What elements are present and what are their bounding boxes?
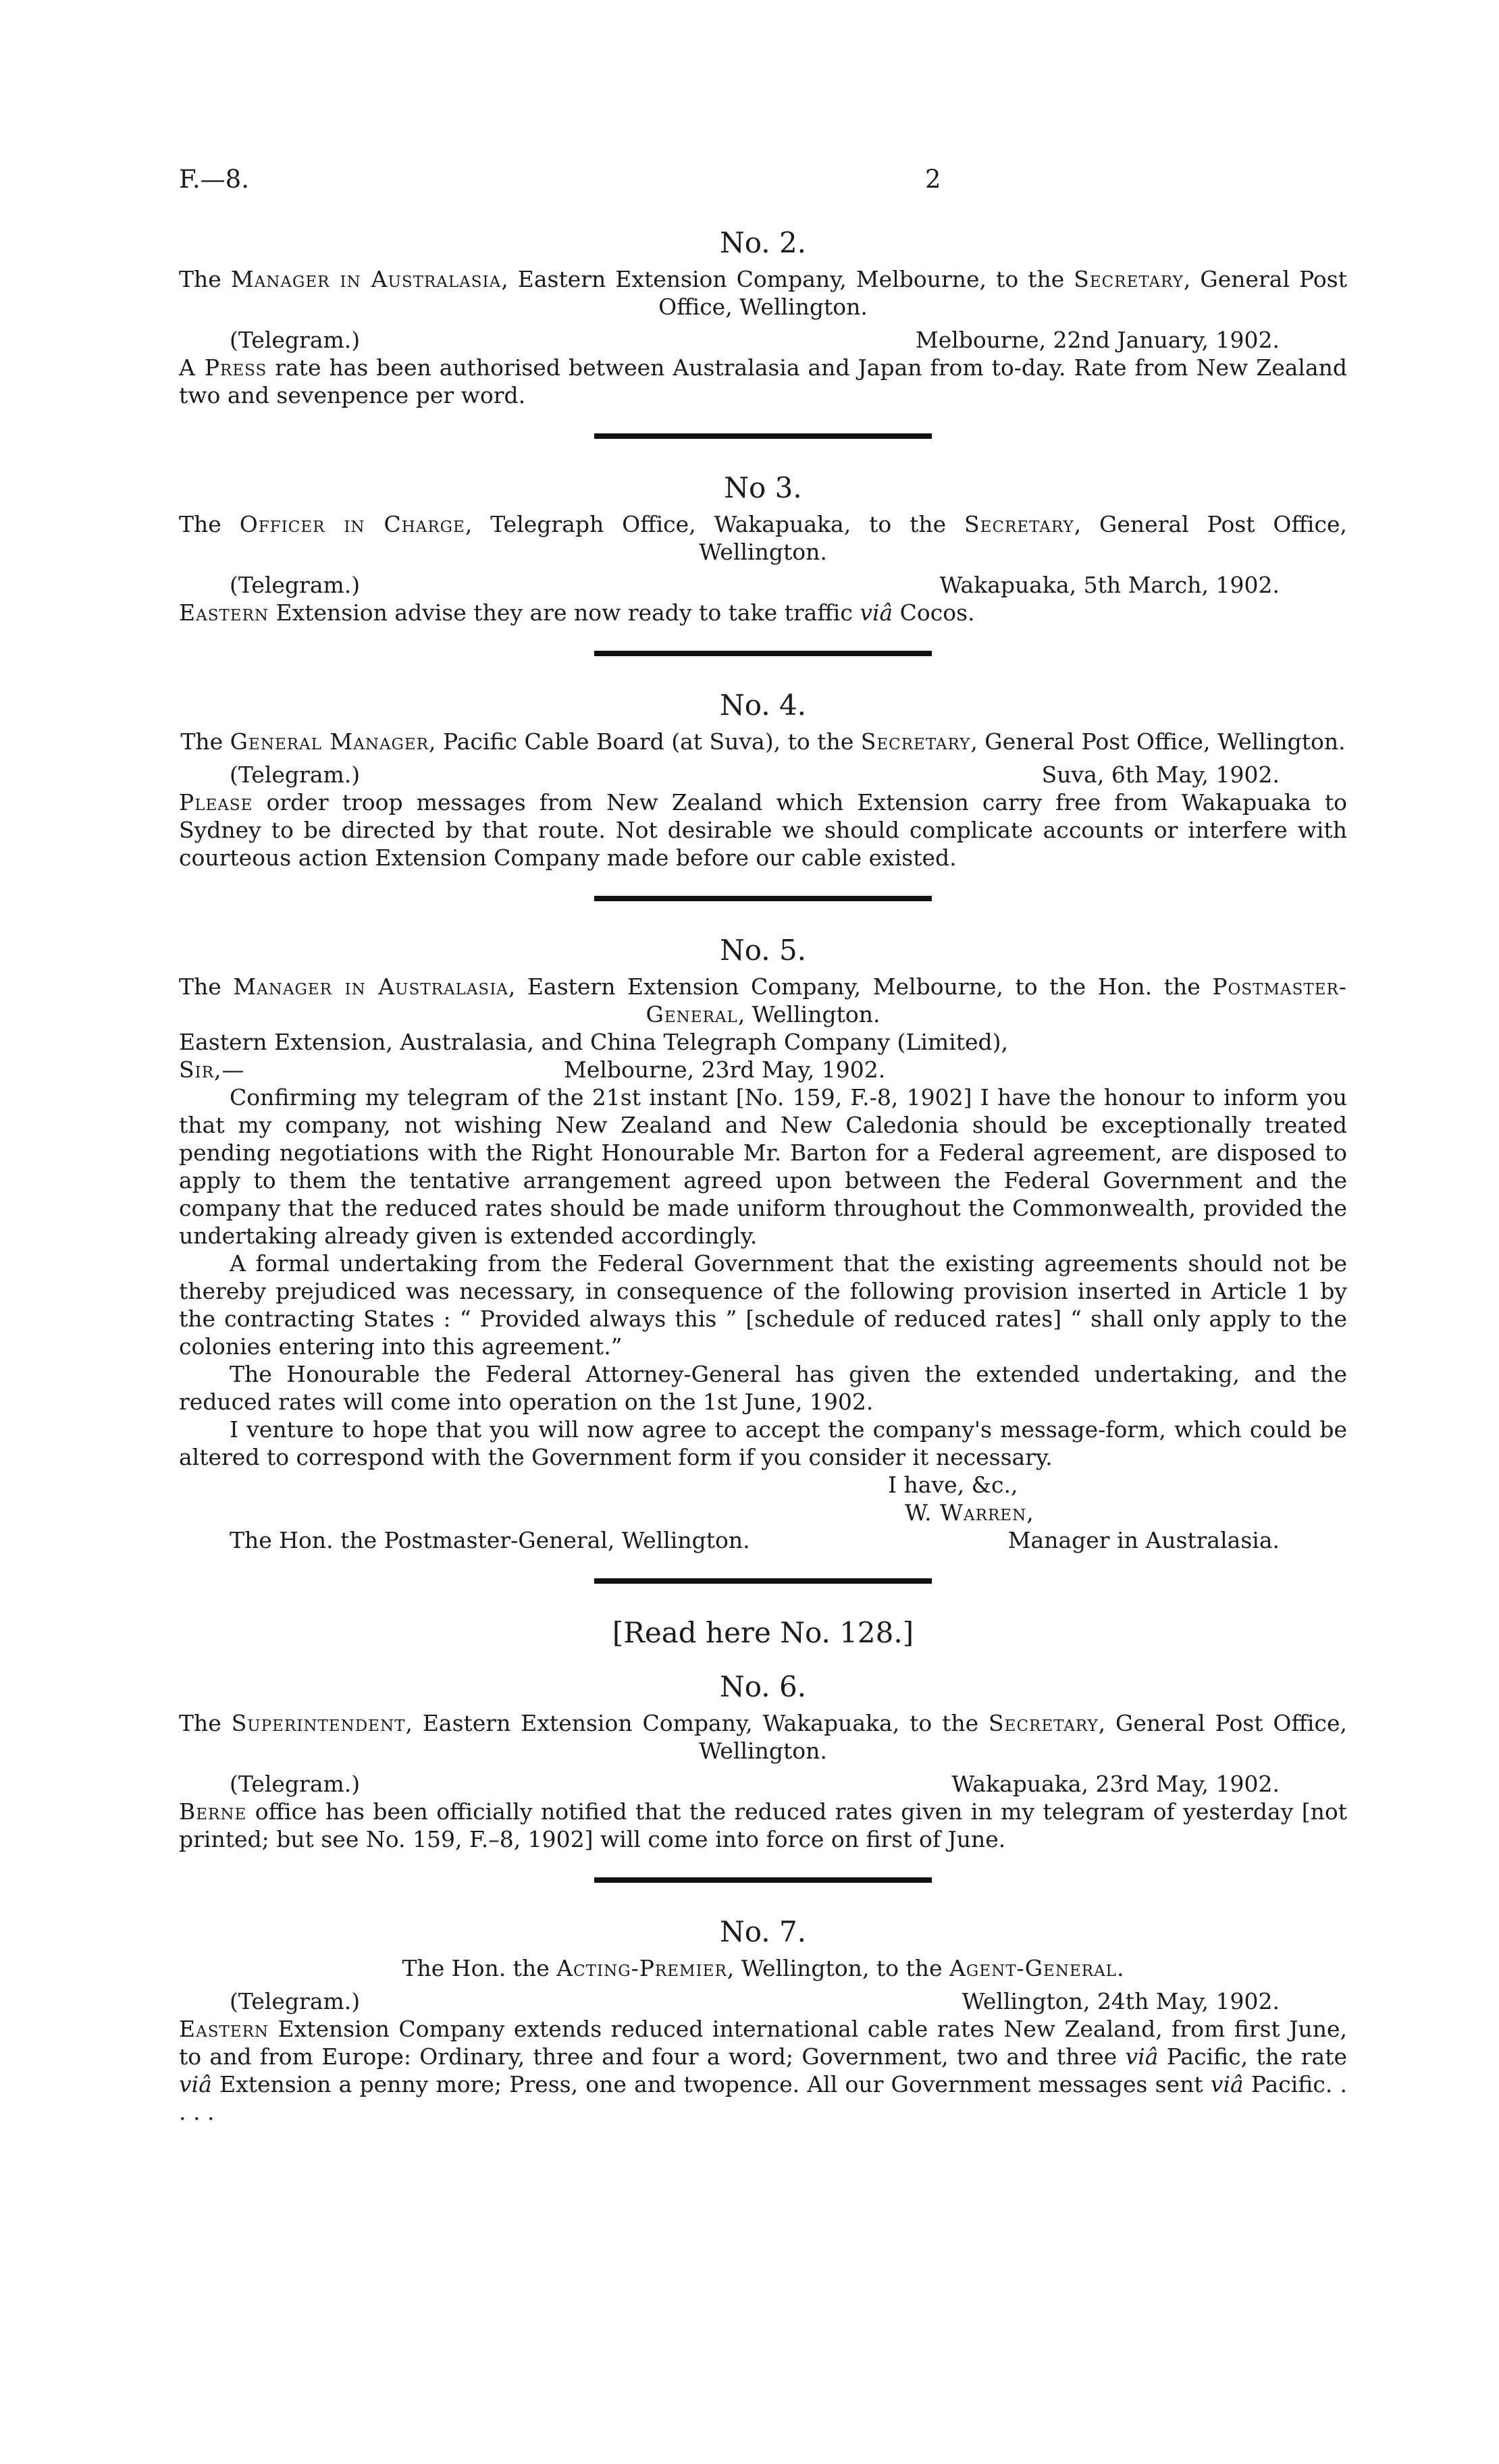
telegram-label: (Telegram.)	[230, 327, 361, 353]
addressee: The Hon. the Postmaster-General, Wellington.	[230, 1527, 750, 1553]
sign-off-row	[179, 1526, 1347, 1554]
letter-paragraph: A formal undertaking from the Federal Government that the existing agreements should not be thereby prejudiced was necessary, in consequence of the following provision inserted in Article 1 by the contracting States : “ Provided always this ” [schedule of reduced rates] “ shall only apply to the colonies entering into this agreement.”	[179, 1250, 1347, 1360]
page-number: 2	[925, 165, 941, 194]
letterhead: Eastern Extension, Australasia, and China Telegraph Company (Limited),	[179, 1029, 1009, 1055]
telegram-meta	[179, 1987, 1347, 2015]
address-line: The Manager in Australasia, Eastern Extension Company, Melbourne, to the Secretary, General Post Office, Wellington.	[179, 266, 1347, 320]
cross-reference-note: [Read here No. 128.]	[612, 1616, 914, 1649]
salutation-row	[179, 1056, 1347, 1083]
section-divider	[594, 896, 932, 901]
address-line: The Hon. the Acting-Premier, Wellington, to the Agent-General.	[402, 1955, 1124, 1981]
page-header	[179, 165, 1347, 199]
section-heading: No. 7.	[719, 1915, 807, 1948]
signatory-title: Manager in Australasia.	[1007, 1527, 1280, 1553]
telegram-label: (Telegram.)	[230, 761, 361, 788]
section-heading: No. 5.	[719, 934, 807, 967]
letter-paragraph: The Honourable the Federal Attorney-General has given the extended undertaking, and the reduced rates will come into operation on the 1st June, 1902.	[179, 1361, 1347, 1415]
letter-paragraph: I venture to hope that you will now agree to accept the company's message-form, which could be altered to correspond with the Government form if you consider it necessary.	[179, 1416, 1347, 1470]
section-no-3	[179, 471, 1347, 626]
message-body: Eastern Extension Company extends reduced international cable rates New Zealand, from first June, to and from Europe: Ordinary, three and four a word; Government, two and three viâ Pacific, the rate viâ Extension a penny more; Press, one and twopence. All our Government messages sent viâ Pacific. . . . .	[179, 2016, 1347, 2125]
place-date: Suva, 6th May, 1902.	[1041, 761, 1280, 788]
telegram-label: (Telegram.)	[230, 1988, 361, 2014]
document-reference: F.—8.	[179, 165, 249, 194]
telegram-meta	[179, 571, 1347, 599]
place-date: Wellington, 24th May, 1902.	[962, 1988, 1280, 2014]
section-heading: No 3.	[724, 471, 802, 504]
section-heading: No. 2.	[719, 226, 807, 259]
document-body	[179, 226, 1347, 2126]
place-date: Wakapuaka, 23rd May, 1902.	[951, 1771, 1280, 1797]
section-heading: No. 4.	[719, 689, 807, 722]
salutation: Sir,—	[179, 1056, 245, 1083]
section-divider	[594, 1578, 932, 1584]
section-heading: No. 6.	[719, 1670, 807, 1703]
letter-paragraph: Confirming my telegram of the 21st instant [No. 159, F.-8, 1902] I have the honour to inform you that my company, not wishing New Zealand and New Caledonia should be exceptionally treated pending negotiations with the Right Honourable Mr. Barton for a Federal agreement, are disposed to apply to them the tentative arrangement agreed upon between the Federal Government and the company that the reduced rates should be made uniform throughout the Commonwealth, provided the undertaking already given is extended accordingly.	[179, 1084, 1347, 1249]
message-body: A Press rate has been authorised between Australasia and Japan from to-day. Rate from New Zealand two and sevenpence per word.	[179, 354, 1348, 408]
section-no-5	[179, 934, 1347, 1554]
section-divider	[594, 1877, 932, 1883]
message-body: Berne office has been officially notified that the reduced rates given in my telegram of yesterday [not printed; but see No. 159, F.–8, 1902] will come into force on first of June.	[179, 1798, 1347, 1852]
message-body: Please order troop messages from New Zealand which Extension carry free from Wakapuaka to Sydney to be directed by that route. Not desirable we should complicate accounts or interfere with courteous action Extension Company made before our cable existed.	[179, 789, 1347, 871]
place-date: Wakapuaka, 5th March, 1902.	[939, 572, 1280, 598]
signature: W. Warren,	[905, 1499, 1034, 1526]
telegram-meta	[179, 326, 1347, 354]
address-line: The Superintendent, Eastern Extension Company, Wakapuaka, to the Secretary, General Post Office, Wellington.	[179, 1710, 1347, 1764]
section-divider	[594, 433, 932, 439]
section-no-4	[179, 689, 1347, 872]
address-line: The Officer in Charge, Telegraph Office, Wakapuaka, to the Secretary, General Post Office, Wellington.	[179, 511, 1347, 565]
message-body: Eastern Extension advise they are now ready to take traffic viâ Cocos.	[179, 599, 975, 626]
closing: I have, &c.,	[888, 1472, 1018, 1498]
section-no-6	[179, 1670, 1347, 1853]
telegram-label: (Telegram.)	[230, 1771, 361, 1797]
telegram-label: (Telegram.)	[230, 572, 361, 598]
section-divider	[594, 651, 932, 656]
telegram-meta	[179, 761, 1347, 788]
telegram-meta	[179, 1770, 1347, 1798]
section-no-7	[179, 1915, 1347, 2126]
section-no-2	[179, 226, 1347, 409]
address-line: The General Manager, Pacific Cable Board (at Suva), to the Secretary, General Post Office, Wellington.	[180, 728, 1346, 755]
address-line: The Manager in Australasia, Eastern Extension Company, Melbourne, to the Hon. the Postmaster-General, Wellington.	[179, 973, 1347, 1027]
place-date: Melbourne, 23rd May, 1902.	[564, 1056, 886, 1083]
place-date: Melbourne, 22nd January, 1902.	[915, 327, 1280, 353]
